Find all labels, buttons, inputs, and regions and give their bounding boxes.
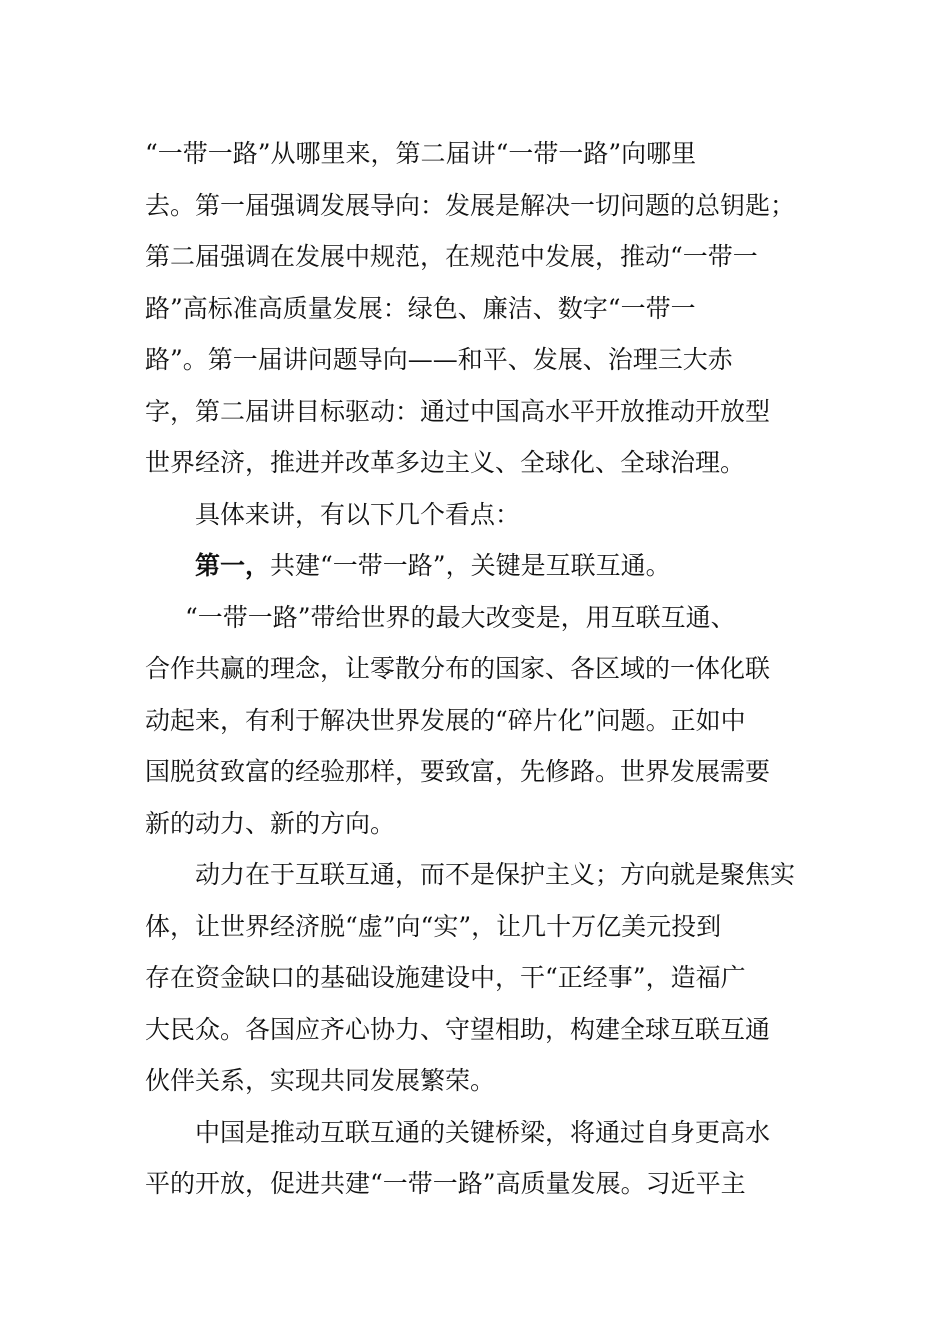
text-line: 具体来讲，有以下几个看点： xyxy=(195,499,521,529)
text-line: “一带一路”从哪里来，第二届讲“一带一路”向哪里 xyxy=(145,139,697,168)
text-line: 体，让世界经济脱“虚”向“实”，让几十万亿美元投到 xyxy=(145,911,722,941)
heading-text: 共建“一带一路”，关键是互联互通。 xyxy=(270,551,671,580)
text-line: 新的动力、新的方向。 xyxy=(145,808,396,838)
text-line: 去。第一届强调发展导向：发展是解决一切问题的总钥匙； xyxy=(145,190,796,220)
body-text xyxy=(145,128,800,1210)
text-line: 国脱贫致富的经验那样，要致富，先修路。世界发展需要 xyxy=(145,757,771,786)
text-line: 第二届强调在发展中规范，在规范中发展，推动“一带一 xyxy=(145,242,758,271)
text-line: 伙伴关系，实现共同发展繁荣。 xyxy=(145,1066,496,1095)
text-line: 动起来，有利于解决世界发展的“碎片化”问题。正如中 xyxy=(145,705,746,735)
text-line: 存在资金缺口的基础设施建设中，干“正经事”，造福广 xyxy=(145,963,746,992)
text-line: 平的开放，促进共建“一带一路”高质量发展。习近平主 xyxy=(145,1169,746,1198)
text-line: 中国是推动互联互通的关键桥梁，将通过自身更高水 xyxy=(195,1117,771,1147)
text-line: 字，第二届讲目标驱动：通过中国高水平开放推动开放型 xyxy=(145,396,771,426)
text-line: 合作共赢的理念，让零散分布的国家、各区域的一体化联 xyxy=(145,654,771,683)
text-line: 路”。第一届讲问题导向——和平、发展、治理三大赤 xyxy=(145,345,733,374)
text-line: 大民众。各国应齐心协力、守望相助，构建全球互联互通 xyxy=(145,1014,771,1044)
heading-number: 第一， xyxy=(195,551,271,580)
text-line: “一带一路”带给世界的最大改变是，用互联互通、 xyxy=(185,602,736,632)
text-line: 世界经济，推进并改革多边主义、全球化、全球治理。 xyxy=(145,448,746,477)
text-line: 路”高标准高质量发展：绿色、廉洁、数字“一带一 xyxy=(145,293,696,323)
text-line: 动力在于互联互通，而不是保护主义；方向就是聚焦实 xyxy=(195,860,796,889)
section-heading xyxy=(145,540,800,592)
